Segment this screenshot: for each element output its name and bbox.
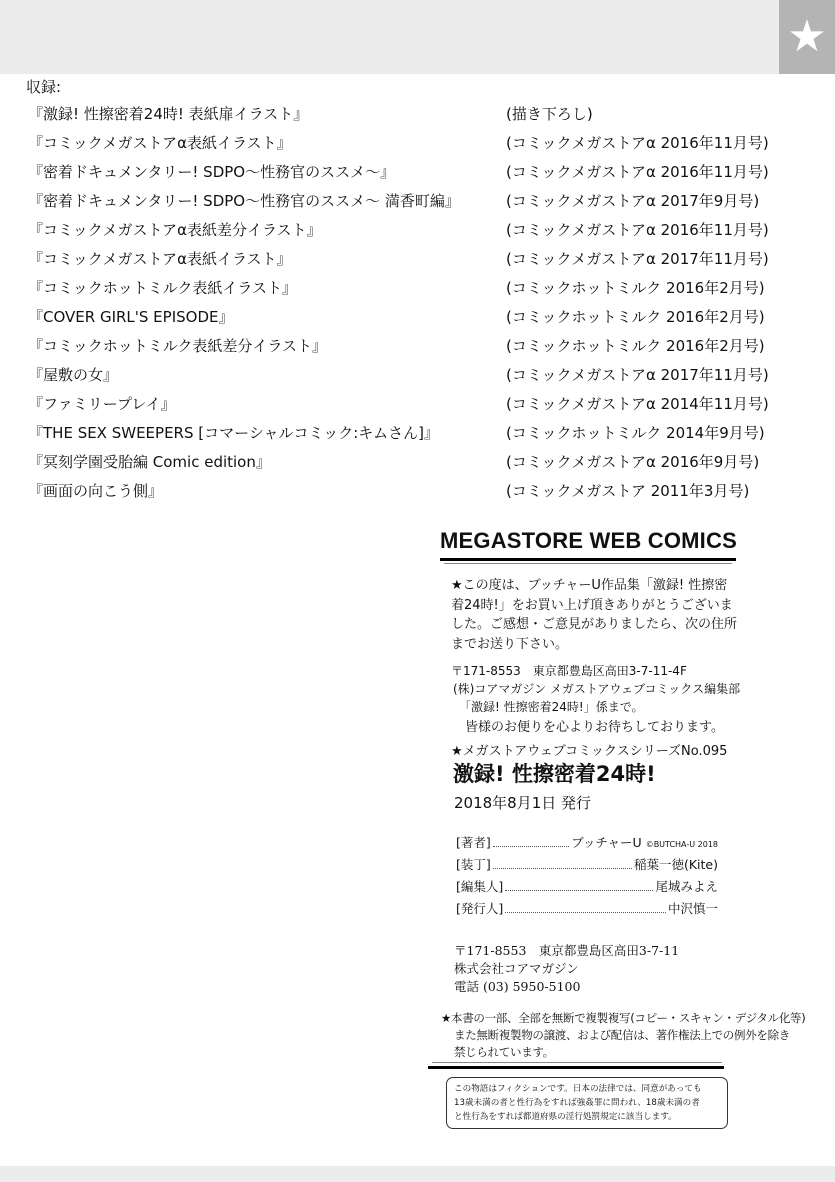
leader-dots [505,912,666,913]
credit-role: [編集人] [456,879,504,894]
message-line: までお送り下さい。 [451,636,569,652]
publisher-info [454,942,679,996]
contents-item [28,103,828,131]
credit-name: ブッチャーU [571,835,642,850]
divider [432,1062,722,1063]
credit-role: [著者] [456,835,491,850]
item-title: 『COVER GIRL'S EPISODE』 [28,308,234,326]
item-title: 『激録! 性擦密着24時! 表紙扉イラスト』 [28,105,309,123]
contents-item [28,190,828,218]
item-source: (コミックメガストアα 2016年11月号) [506,134,769,152]
contents-heading: 収録: [26,78,62,96]
item-source: (コミックメガストアα 2016年11月号) [506,163,769,181]
message-line: した。ご感想・ご意見がありましたら、次の住所 [451,617,738,632]
leader-dots [505,890,653,891]
item-source: (コミックメガストアα 2017年9月号) [506,192,760,210]
fiction-disclaimer [446,1077,728,1129]
item-title: 『冥刻学園受胎編 Comic edition』 [28,453,271,471]
item-source: (コミックメガストアα 2016年9月号) [506,453,760,471]
mail-address-line: (株)コアマガジン メガストアウェブコミックス編集部 [453,682,741,696]
contents-item [28,161,828,189]
book-title: 激録! 性擦密着24時! [453,762,656,786]
brand-title: MEGASTORE WEB COMICS [440,528,737,553]
mail-address-line: 皆様のお便りを心よりお待ちしております。 [465,720,724,735]
contents-item [28,132,828,160]
contents-item [28,277,828,305]
contents-item [28,248,828,276]
leader-dots [493,868,632,869]
item-title: 『コミックメガストアα表紙差分イラスト』 [28,221,322,239]
item-source: (コミックホットミルク 2016年2月号) [506,279,765,297]
item-source: (コミックメガストアα 2014年11月号) [506,395,769,413]
star-icon: ★ [779,0,835,74]
reader-message [451,576,740,738]
publisher-line: 株式会社コアマガジン [454,961,579,976]
contents-item [28,219,828,247]
credit-row [456,855,718,873]
item-title: 『画面の向こう側』 [28,482,164,500]
message-line: ★この度は、ブッチャーU作品集「激録! 性擦密 [451,578,728,593]
item-source: (コミックメガストアα 2017年11月号) [506,250,769,268]
item-source: (コミックメガストアα 2016年11月号) [506,221,769,239]
item-title: 『密着ドキュメンタリー! SDPO〜性務官のススメ〜』 [28,163,396,181]
item-source: (コミックホットミルク 2016年2月号) [506,337,765,355]
leader-dots [493,846,570,847]
credit-row [456,833,718,851]
contents-item [28,393,828,421]
divider [440,558,736,561]
credit-role: [装丁] [456,857,491,872]
disclaimer-line: 13歳未満の者と性行為をすれば強姦罪に問われ、18歳未満の者 [454,1098,700,1108]
disclaimer-line: この物語はフィクションです。日本の法律では、同意があっても [454,1084,702,1094]
publish-date: 2018年8月1日 発行 [454,794,592,812]
publisher-line: 電話 (03) 5950-5100 [454,979,581,994]
item-source: (コミックホットミルク 2014年9月号) [506,424,765,442]
credit-name: 中沢慎一 [667,901,718,916]
credit-name: 尾城みよえ [655,879,718,894]
notice-line: 禁じられています。 [454,1045,554,1059]
item-source: (コミックメガストアα 2017年11月号) [506,366,769,384]
message-line: 着24時!」をお買い上げ頂きありがとうございま [451,597,733,613]
item-title: 『コミックホットミルク表紙イラスト』 [28,279,297,297]
credit-row [456,877,718,895]
item-title: 『屋敷の女』 [28,366,119,384]
item-title: 『コミックメガストアα表紙イラスト』 [28,134,292,152]
item-title: 『密着ドキュメンタリー! SDPO〜性務官のススメ〜 満香町編』 [28,192,460,210]
contents-item [28,335,828,363]
credit-name: 稲葉一徳(Kite) [633,857,718,872]
item-title: 『コミックホットミルク表紙差分イラスト』 [28,337,327,355]
disclaimer-line: と性行為をすれば都道府県の淫行処罰規定に該当します。 [454,1112,677,1122]
divider [428,1066,724,1069]
divider [444,563,732,564]
item-title: 『コミックメガストアα表紙イラスト』 [28,250,292,268]
bottom-band [0,1166,835,1182]
credit-row [456,899,718,917]
copyright-notice [441,1010,805,1061]
top-band [0,0,835,74]
item-title: 『THE SEX SWEEPERS [コマーシャルコミック:キムさん]』 [28,424,439,442]
contents-item [28,364,828,392]
notice-line: また無断複製物の譲渡、および配信は、著作権法上での例外を除き [454,1028,790,1042]
notice-line: ★本書の一部、全部を無断で複製複写(コピー・スキャン・デジタル化等) [441,1011,806,1025]
item-source: (コミックホットミルク 2016年2月号) [506,308,765,326]
mail-address-line: 「激録! 性擦密着24時!」係まで。 [459,700,644,714]
item-source: (描き下ろし) [506,105,593,123]
item-title: 『ファミリープレイ』 [28,395,176,413]
publisher-line: 〒171-8553 東京都豊島区高田3-7-11 [454,943,680,958]
contents-item [28,422,828,450]
copyright-mark: ©BUTCHA-U 2018 [645,840,718,849]
mail-address-line: 〒171-8553 東京都豊島区高田3-7-11-4F [451,664,687,678]
series-number: ★メガストアウェブコミックスシリーズNo.095 [451,744,728,759]
credit-role: [発行人] [456,901,504,916]
contents-item [28,451,828,479]
item-source: (コミックメガストア 2011年3月号) [506,482,750,500]
contents-item [28,480,828,508]
contents-item [28,306,828,334]
